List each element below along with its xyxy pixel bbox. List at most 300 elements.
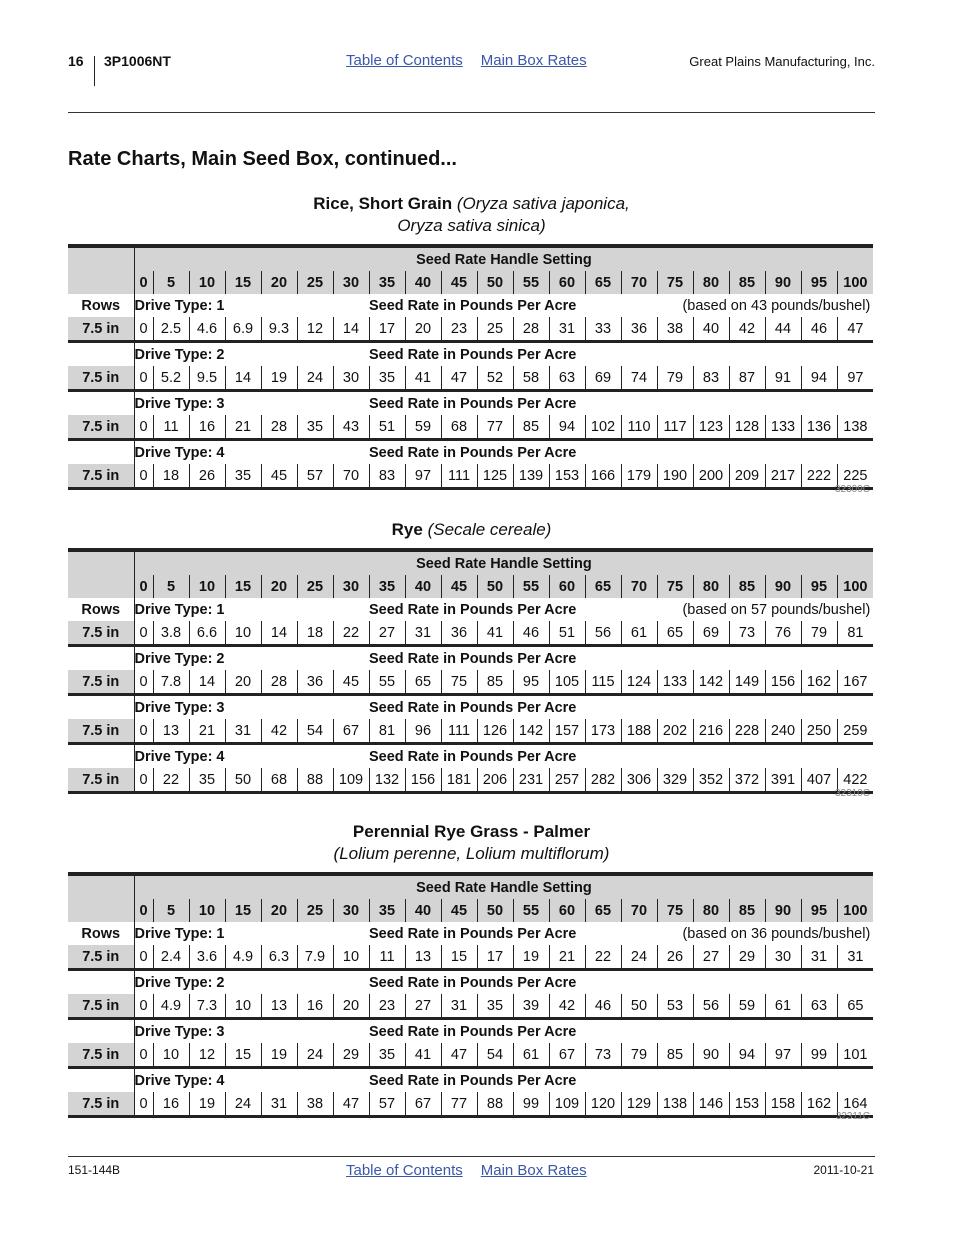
seed-rate-value-cell: 16 xyxy=(189,415,225,440)
seed-rate-value-cell: 45 xyxy=(333,670,369,695)
seed-rate-value-cell: 7.3 xyxy=(189,994,225,1019)
seed-rate-value-cell: 146 xyxy=(693,1092,729,1117)
seed-rate-value-cell: 109 xyxy=(333,768,369,793)
handle-setting-cell: 25 xyxy=(297,899,333,922)
seed-rate-value-cell: 31 xyxy=(405,621,441,646)
seed-rate-value-cell: 142 xyxy=(513,719,549,744)
seed-rate-value-cell: 166 xyxy=(585,464,621,489)
seed-rate-value-cell: 216 xyxy=(693,719,729,744)
seed-rate-value-cell: 128 xyxy=(729,415,765,440)
seed-rate-value-cell: 231 xyxy=(513,768,549,793)
footer-rule xyxy=(68,1156,875,1157)
seed-rate-units-label: Seed Rate in Pounds Per Acre xyxy=(369,1023,577,1040)
seed-rate-value-cell: 209 xyxy=(729,464,765,489)
seed-rate-value-cell: 31 xyxy=(801,945,837,970)
row-spacing-cell: 7.5 in xyxy=(68,317,134,342)
seed-rate-value-cell: 61 xyxy=(621,621,657,646)
seed-rate-value-cell: 79 xyxy=(657,366,693,391)
seed-rate-value-cell: 173 xyxy=(585,719,621,744)
seed-rate-value-cell: 18 xyxy=(153,464,189,489)
rows-label-blank xyxy=(68,970,134,995)
drive-type-label: Drive Type: 3 xyxy=(134,1023,225,1040)
chart-title-perennial-rye-grass xyxy=(68,821,875,865)
seed-rate-value-cell: 0 xyxy=(134,415,153,440)
row-spacing-cell: 7.5 in xyxy=(68,1092,134,1117)
handle-setting-cell: 35 xyxy=(369,271,405,294)
drive-type-label: Drive Type: 2 xyxy=(134,650,225,667)
seed-rate-value-cell: 46 xyxy=(513,621,549,646)
seed-rate-value-cell: 0 xyxy=(134,1092,153,1117)
rows-label: Rows xyxy=(68,294,134,317)
handle-setting-cell: 100 xyxy=(837,575,873,598)
handle-setting-cell: 75 xyxy=(657,899,693,922)
seed-rate-value-cell: 58 xyxy=(513,366,549,391)
seed-rate-value-cell: 47 xyxy=(333,1092,369,1117)
seed-rate-value-cell: 162 xyxy=(801,1092,837,1117)
seed-rate-value-cell: 110 xyxy=(621,415,657,440)
seed-rate-value-cell: 35 xyxy=(225,464,261,489)
seed-rate-value-cell: 10 xyxy=(225,994,261,1019)
bushel-weight-blank xyxy=(657,695,873,720)
header-divider xyxy=(94,56,95,86)
seed-rate-value-cell: 179 xyxy=(621,464,657,489)
seed-rate-value-cell: 23 xyxy=(441,317,477,342)
drive-type-label: Drive Type: 1 xyxy=(134,601,225,618)
seed-rate-value-cell: 47 xyxy=(441,1043,477,1068)
seed-rate-value-cell: 149 xyxy=(729,670,765,695)
seed-rate-value-cell: 24 xyxy=(297,1043,333,1068)
seed-rate-value-cell: 77 xyxy=(441,1092,477,1117)
seed-rate-value-cell: 50 xyxy=(225,768,261,793)
bushel-weight-blank xyxy=(657,1068,873,1093)
footer-nav xyxy=(346,1162,587,1179)
seed-rate-value-cell: 94 xyxy=(729,1043,765,1068)
seed-rate-value-cell: 54 xyxy=(297,719,333,744)
seed-rate-value-cell: 190 xyxy=(657,464,693,489)
seed-rate-value-cell: 63 xyxy=(801,994,837,1019)
document-number: 151-144B xyxy=(68,1163,121,1177)
seed-rate-value-cell: 99 xyxy=(513,1092,549,1117)
seed-rate-value-cell: 27 xyxy=(369,621,405,646)
seed-rate-value-cell: 73 xyxy=(729,621,765,646)
seed-rate-value-cell: 14 xyxy=(189,670,225,695)
seed-rate-value-cell: 19 xyxy=(261,366,297,391)
seed-rate-value-cell: 0 xyxy=(134,994,153,1019)
handle-setting-cell: 50 xyxy=(477,899,513,922)
seed-rate-value-cell: 14 xyxy=(261,621,297,646)
handle-setting-cell: 65 xyxy=(585,271,621,294)
chart-title-rye xyxy=(68,519,875,541)
seed-rate-value-cell: 17 xyxy=(477,945,513,970)
handle-setting-cell: 60 xyxy=(549,271,585,294)
seed-rate-value-cell: 76 xyxy=(765,621,801,646)
seed-rate-value-cell: 228 xyxy=(729,719,765,744)
handle-setting-cell: 80 xyxy=(693,575,729,598)
seed-rate-value-cell: 28 xyxy=(261,415,297,440)
seed-rate-value-cell: 79 xyxy=(621,1043,657,1068)
seed-rate-value-cell: 240 xyxy=(765,719,801,744)
main-box-rates-link[interactable]: Main Box Rates xyxy=(480,1162,587,1179)
seed-rate-value-cell: 10 xyxy=(153,1043,189,1068)
seed-rate-value-cell: 156 xyxy=(765,670,801,695)
chart-title-rice xyxy=(68,193,875,237)
seed-rate-value-cell: 105 xyxy=(549,670,585,695)
drive-type-label: Drive Type: 4 xyxy=(134,748,225,765)
seed-rate-value-cell: 2.5 xyxy=(153,317,189,342)
row-spacing-cell: 7.5 in xyxy=(68,464,134,489)
drive-type-label: Drive Type: 2 xyxy=(134,974,225,991)
seed-rate-units-label: Seed Rate in Pounds Per Acre xyxy=(369,748,577,765)
seed-rate-value-cell: 6.9 xyxy=(225,317,261,342)
seed-rate-value-cell: 59 xyxy=(405,415,441,440)
handle-setting-cell: 90 xyxy=(765,271,801,294)
seed-rate-value-cell: 164 xyxy=(837,1092,873,1117)
seed-rate-value-cell: 29 xyxy=(729,945,765,970)
seed-rate-value-cell: 206 xyxy=(477,768,513,793)
page-number: 16 xyxy=(68,53,84,69)
chart-title-bold: Rye xyxy=(391,520,423,539)
seed-rate-value-cell: 41 xyxy=(405,366,441,391)
seed-rate-value-cell: 68 xyxy=(441,415,477,440)
seed-rate-value-cell: 51 xyxy=(549,621,585,646)
seed-rate-value-cell: 95 xyxy=(513,670,549,695)
handle-setting-cell: 55 xyxy=(513,575,549,598)
handle-setting-cell: 30 xyxy=(333,899,369,922)
seed-rate-value-cell: 36 xyxy=(297,670,333,695)
seed-rate-value-cell: 35 xyxy=(369,366,405,391)
header-corner-cell xyxy=(68,246,134,294)
seed-rate-value-cell: 15 xyxy=(225,1043,261,1068)
seed-rate-units-label: Seed Rate in Pounds Per Acre xyxy=(369,699,577,716)
seed-rate-value-cell: 44 xyxy=(765,317,801,342)
handle-setting-cell: 90 xyxy=(765,575,801,598)
seed-rate-value-cell: 222 xyxy=(801,464,837,489)
seed-rate-value-cell: 97 xyxy=(405,464,441,489)
seed-rate-value-cell: 24 xyxy=(621,945,657,970)
seed-rate-value-cell: 51 xyxy=(369,415,405,440)
table-of-contents-link[interactable]: Table of Contents xyxy=(346,52,463,69)
seed-rate-value-cell: 96 xyxy=(405,719,441,744)
seed-rate-value-cell: 56 xyxy=(693,994,729,1019)
handle-setting-cell: 15 xyxy=(225,899,261,922)
seed-rate-value-cell: 133 xyxy=(765,415,801,440)
seed-rate-value-cell: 24 xyxy=(225,1092,261,1117)
seed-rate-value-cell: 30 xyxy=(333,366,369,391)
seed-rate-value-cell: 7.9 xyxy=(297,945,333,970)
handle-setting-cell: 85 xyxy=(729,899,765,922)
rows-label-blank xyxy=(68,1019,134,1044)
seed-rate-value-cell: 79 xyxy=(801,621,837,646)
seed-rate-value-cell: 46 xyxy=(801,317,837,342)
drive-type-label: Drive Type: 1 xyxy=(134,297,225,314)
seed-rate-value-cell: 16 xyxy=(297,994,333,1019)
handle-setting-cell: 70 xyxy=(621,575,657,598)
seed-rate-units-label: Seed Rate in Pounds Per Acre xyxy=(369,1072,577,1089)
seed-rate-value-cell: 2.4 xyxy=(153,945,189,970)
seed-rate-value-cell: 133 xyxy=(657,670,693,695)
seed-rate-value-cell: 129 xyxy=(621,1092,657,1117)
seed-rate-value-cell: 55 xyxy=(369,670,405,695)
seed-rate-value-cell: 4.6 xyxy=(189,317,225,342)
seed-rate-value-cell: 40 xyxy=(693,317,729,342)
model-number: 3P1006NT xyxy=(104,53,171,69)
seed-rate-units-label: Seed Rate in Pounds Per Acre xyxy=(369,346,577,363)
seed-rate-value-cell: 88 xyxy=(477,1092,513,1117)
seed-rate-value-cell: 125 xyxy=(477,464,513,489)
handle-setting-cell: 80 xyxy=(693,899,729,922)
handle-setting-cell: 95 xyxy=(801,575,837,598)
handle-setting-cell: 25 xyxy=(297,575,333,598)
drive-type-label: Drive Type: 3 xyxy=(134,699,225,716)
handle-setting-cell: 95 xyxy=(801,271,837,294)
handle-setting-cell: 45 xyxy=(441,899,477,922)
seed-rate-value-cell: 153 xyxy=(549,464,585,489)
rows-label-blank xyxy=(68,744,134,769)
chart-title-bold: Rice, Short Grain xyxy=(313,194,453,213)
section-title: Rate Charts, Main Seed Box, continued... xyxy=(68,148,457,170)
seed-rate-value-cell: 115 xyxy=(585,670,621,695)
seed-rate-value-cell: 85 xyxy=(657,1043,693,1068)
seed-rate-value-cell: 250 xyxy=(801,719,837,744)
bushel-weight-note: (based on 36 pounds/bushel) xyxy=(682,925,871,942)
seed-rate-value-cell: 14 xyxy=(225,366,261,391)
handle-setting-cell: 35 xyxy=(369,899,405,922)
handle-setting-cell: 20 xyxy=(261,271,297,294)
seed-rate-value-cell: 13 xyxy=(405,945,441,970)
seed-rate-value-cell: 57 xyxy=(297,464,333,489)
seed-rate-value-cell: 97 xyxy=(765,1043,801,1068)
seed-rate-value-cell: 31 xyxy=(441,994,477,1019)
seed-rate-value-cell: 67 xyxy=(405,1092,441,1117)
seed-rate-value-cell: 3.6 xyxy=(189,945,225,970)
seed-rate-units-label: Seed Rate in Pounds Per Acre xyxy=(369,974,577,991)
bushel-weight-blank xyxy=(657,744,873,769)
seed-rate-value-cell: 47 xyxy=(837,317,873,342)
handle-setting-cell: 55 xyxy=(513,271,549,294)
seed-rate-value-cell: 97 xyxy=(837,366,873,391)
seed-rate-value-cell: 47 xyxy=(441,366,477,391)
seed-rate-value-cell: 19 xyxy=(513,945,549,970)
handle-setting-cell: 85 xyxy=(729,575,765,598)
seed-rate-value-cell: 19 xyxy=(189,1092,225,1117)
seed-rate-value-cell: 35 xyxy=(189,768,225,793)
seed-rate-value-cell: 18 xyxy=(297,621,333,646)
rate-table-perennial-rye-grass xyxy=(68,872,873,1118)
seed-rate-value-cell: 157 xyxy=(549,719,585,744)
seed-rate-value-cell: 24 xyxy=(297,366,333,391)
seed-rate-value-cell: 29 xyxy=(333,1043,369,1068)
handle-setting-cell: 90 xyxy=(765,899,801,922)
handle-setting-cell: 30 xyxy=(333,575,369,598)
seed-rate-value-cell: 117 xyxy=(657,415,693,440)
handle-setting-cell: 95 xyxy=(801,899,837,922)
seed-rate-value-cell: 81 xyxy=(369,719,405,744)
chart-title-italic: (Lolium perenne, Lolium multiflorum) xyxy=(333,844,610,863)
seed-rate-value-cell: 42 xyxy=(729,317,765,342)
handle-setting-cell: 80 xyxy=(693,271,729,294)
seed-rate-value-cell: 27 xyxy=(405,994,441,1019)
publish-date: 2011-10-21 xyxy=(813,1163,874,1177)
seed-rate-value-cell: 46 xyxy=(585,994,621,1019)
handle-setting-cell: 70 xyxy=(621,899,657,922)
handle-setting-cell: 100 xyxy=(837,899,873,922)
seed-rate-value-cell: 101 xyxy=(837,1043,873,1068)
handle-setting-cell: 15 xyxy=(225,575,261,598)
seed-rate-value-cell: 39 xyxy=(513,994,549,1019)
seed-rate-value-cell: 19 xyxy=(261,1043,297,1068)
seed-rate-value-cell: 3.8 xyxy=(153,621,189,646)
seed-rate-units-label: Seed Rate in Pounds Per Acre xyxy=(369,297,577,314)
seed-rate-value-cell: 33 xyxy=(585,317,621,342)
seed-rate-value-cell: 15 xyxy=(441,945,477,970)
seed-rate-value-cell: 0 xyxy=(134,366,153,391)
seed-rate-units-label: Seed Rate in Pounds Per Acre xyxy=(369,444,577,461)
seed-rate-value-cell: 0 xyxy=(134,670,153,695)
seed-rate-value-cell: 4.9 xyxy=(225,945,261,970)
seed-rate-value-cell: 0 xyxy=(134,1043,153,1068)
seed-rate-value-cell: 11 xyxy=(369,945,405,970)
seed-rate-value-cell: 352 xyxy=(693,768,729,793)
seed-rate-value-cell: 10 xyxy=(225,621,261,646)
handle-setting-cell: 55 xyxy=(513,899,549,922)
handle-setting-cell: 10 xyxy=(189,575,225,598)
drive-type-label: Drive Type: 1 xyxy=(134,925,225,942)
seed-rate-value-cell: 181 xyxy=(441,768,477,793)
handle-setting-cell: 65 xyxy=(585,575,621,598)
seed-rate-value-cell: 68 xyxy=(261,768,297,793)
handle-setting-cell: 5 xyxy=(153,899,189,922)
seed-rate-value-cell: 27 xyxy=(693,945,729,970)
chart-title-italic: Oryza sativa sinica) xyxy=(397,216,546,235)
handle-setting-cell: 75 xyxy=(657,575,693,598)
seed-rate-value-cell: 61 xyxy=(765,994,801,1019)
seed-rate-value-cell: 407 xyxy=(801,768,837,793)
bushel-weight-blank xyxy=(657,1019,873,1044)
seed-rate-value-cell: 138 xyxy=(837,415,873,440)
figure-id: 32311C xyxy=(835,1111,870,1122)
seed-rate-value-cell: 87 xyxy=(729,366,765,391)
handle-setting-cell: 30 xyxy=(333,271,369,294)
rows-label: Rows xyxy=(68,598,134,621)
seed-rate-value-cell: 422 xyxy=(837,768,873,793)
bushel-weight-note: (based on 43 pounds/bushel) xyxy=(682,297,871,314)
seed-rate-value-cell: 69 xyxy=(585,366,621,391)
seed-rate-value-cell: 26 xyxy=(189,464,225,489)
seed-rate-units-label: Seed Rate in Pounds Per Acre xyxy=(369,650,577,667)
rate-table-rice xyxy=(68,244,873,490)
seed-rate-value-cell: 31 xyxy=(549,317,585,342)
handle-setting-cell: 25 xyxy=(297,271,333,294)
seed-rate-value-cell: 41 xyxy=(405,1043,441,1068)
seed-rate-value-cell: 74 xyxy=(621,366,657,391)
seed-rate-value-cell: 9.5 xyxy=(189,366,225,391)
seed-rate-value-cell: 43 xyxy=(333,415,369,440)
seed-rate-value-cell: 13 xyxy=(153,719,189,744)
seed-rate-value-cell: 162 xyxy=(801,670,837,695)
seed-rate-value-cell: 69 xyxy=(693,621,729,646)
seed-rate-value-cell: 139 xyxy=(513,464,549,489)
seed-rate-units-label: Seed Rate in Pounds Per Acre xyxy=(369,601,577,618)
seed-rate-value-cell: 65 xyxy=(405,670,441,695)
rows-label-blank xyxy=(68,342,134,367)
seed-rate-value-cell: 73 xyxy=(585,1043,621,1068)
seed-rate-value-cell: 111 xyxy=(441,464,477,489)
seed-rate-value-cell: 200 xyxy=(693,464,729,489)
seed-rate-value-cell: 85 xyxy=(513,415,549,440)
seed-rate-handle-setting-label: Seed Rate Handle Setting xyxy=(134,874,873,899)
rows-label-blank xyxy=(68,391,134,416)
rows-label: Rows xyxy=(68,922,134,945)
seed-rate-value-cell: 102 xyxy=(585,415,621,440)
seed-rate-value-cell: 0 xyxy=(134,719,153,744)
seed-rate-value-cell: 12 xyxy=(189,1043,225,1068)
seed-rate-value-cell: 132 xyxy=(369,768,405,793)
rate-table-rye xyxy=(68,548,873,794)
handle-setting-cell: 50 xyxy=(477,575,513,598)
rows-label-blank xyxy=(68,646,134,671)
seed-rate-value-cell: 65 xyxy=(837,994,873,1019)
main-box-rates-link[interactable]: Main Box Rates xyxy=(480,52,587,69)
seed-rate-value-cell: 158 xyxy=(765,1092,801,1117)
seed-rate-value-cell: 156 xyxy=(405,768,441,793)
handle-setting-cell: 45 xyxy=(441,575,477,598)
seed-rate-value-cell: 38 xyxy=(657,317,693,342)
seed-rate-value-cell: 13 xyxy=(261,994,297,1019)
seed-rate-value-cell: 45 xyxy=(261,464,297,489)
handle-setting-cell: 45 xyxy=(441,271,477,294)
header-rule xyxy=(68,112,875,113)
row-spacing-cell: 7.5 in xyxy=(68,670,134,695)
seed-rate-value-cell: 167 xyxy=(837,670,873,695)
seed-rate-value-cell: 21 xyxy=(189,719,225,744)
seed-rate-value-cell: 90 xyxy=(693,1043,729,1068)
seed-rate-value-cell: 28 xyxy=(261,670,297,695)
seed-rate-value-cell: 42 xyxy=(261,719,297,744)
rows-label-blank xyxy=(68,1068,134,1093)
seed-rate-value-cell: 4.9 xyxy=(153,994,189,1019)
row-spacing-cell: 7.5 in xyxy=(68,366,134,391)
seed-rate-value-cell: 306 xyxy=(621,768,657,793)
seed-rate-value-cell: 75 xyxy=(441,670,477,695)
seed-rate-value-cell: 16 xyxy=(153,1092,189,1117)
handle-setting-cell: 40 xyxy=(405,575,441,598)
seed-rate-value-cell: 23 xyxy=(369,994,405,1019)
seed-rate-value-cell: 136 xyxy=(801,415,837,440)
chart-title-italic: (Secale cereale) xyxy=(427,520,552,539)
rows-label-blank xyxy=(68,695,134,720)
seed-rate-value-cell: 94 xyxy=(801,366,837,391)
seed-rate-value-cell: 0 xyxy=(134,464,153,489)
handle-setting-cell: 0 xyxy=(134,575,153,598)
seed-rate-value-cell: 22 xyxy=(585,945,621,970)
seed-rate-value-cell: 35 xyxy=(297,415,333,440)
header-corner-cell xyxy=(68,550,134,598)
seed-rate-value-cell: 83 xyxy=(693,366,729,391)
seed-rate-units-label: Seed Rate in Pounds Per Acre xyxy=(369,395,577,412)
seed-rate-value-cell: 9.3 xyxy=(261,317,297,342)
seed-rate-value-cell: 225 xyxy=(837,464,873,489)
seed-rate-value-cell: 91 xyxy=(765,366,801,391)
seed-rate-value-cell: 70 xyxy=(333,464,369,489)
seed-rate-value-cell: 59 xyxy=(729,994,765,1019)
bushel-weight-blank xyxy=(657,391,873,416)
seed-rate-value-cell: 57 xyxy=(369,1092,405,1117)
chart-title-italic: (Oryza sativa japonica, xyxy=(456,194,630,213)
table-of-contents-link[interactable]: Table of Contents xyxy=(346,1162,463,1179)
handle-setting-cell: 0 xyxy=(134,271,153,294)
drive-type-label: Drive Type: 3 xyxy=(134,395,225,412)
seed-rate-value-cell: 14 xyxy=(333,317,369,342)
